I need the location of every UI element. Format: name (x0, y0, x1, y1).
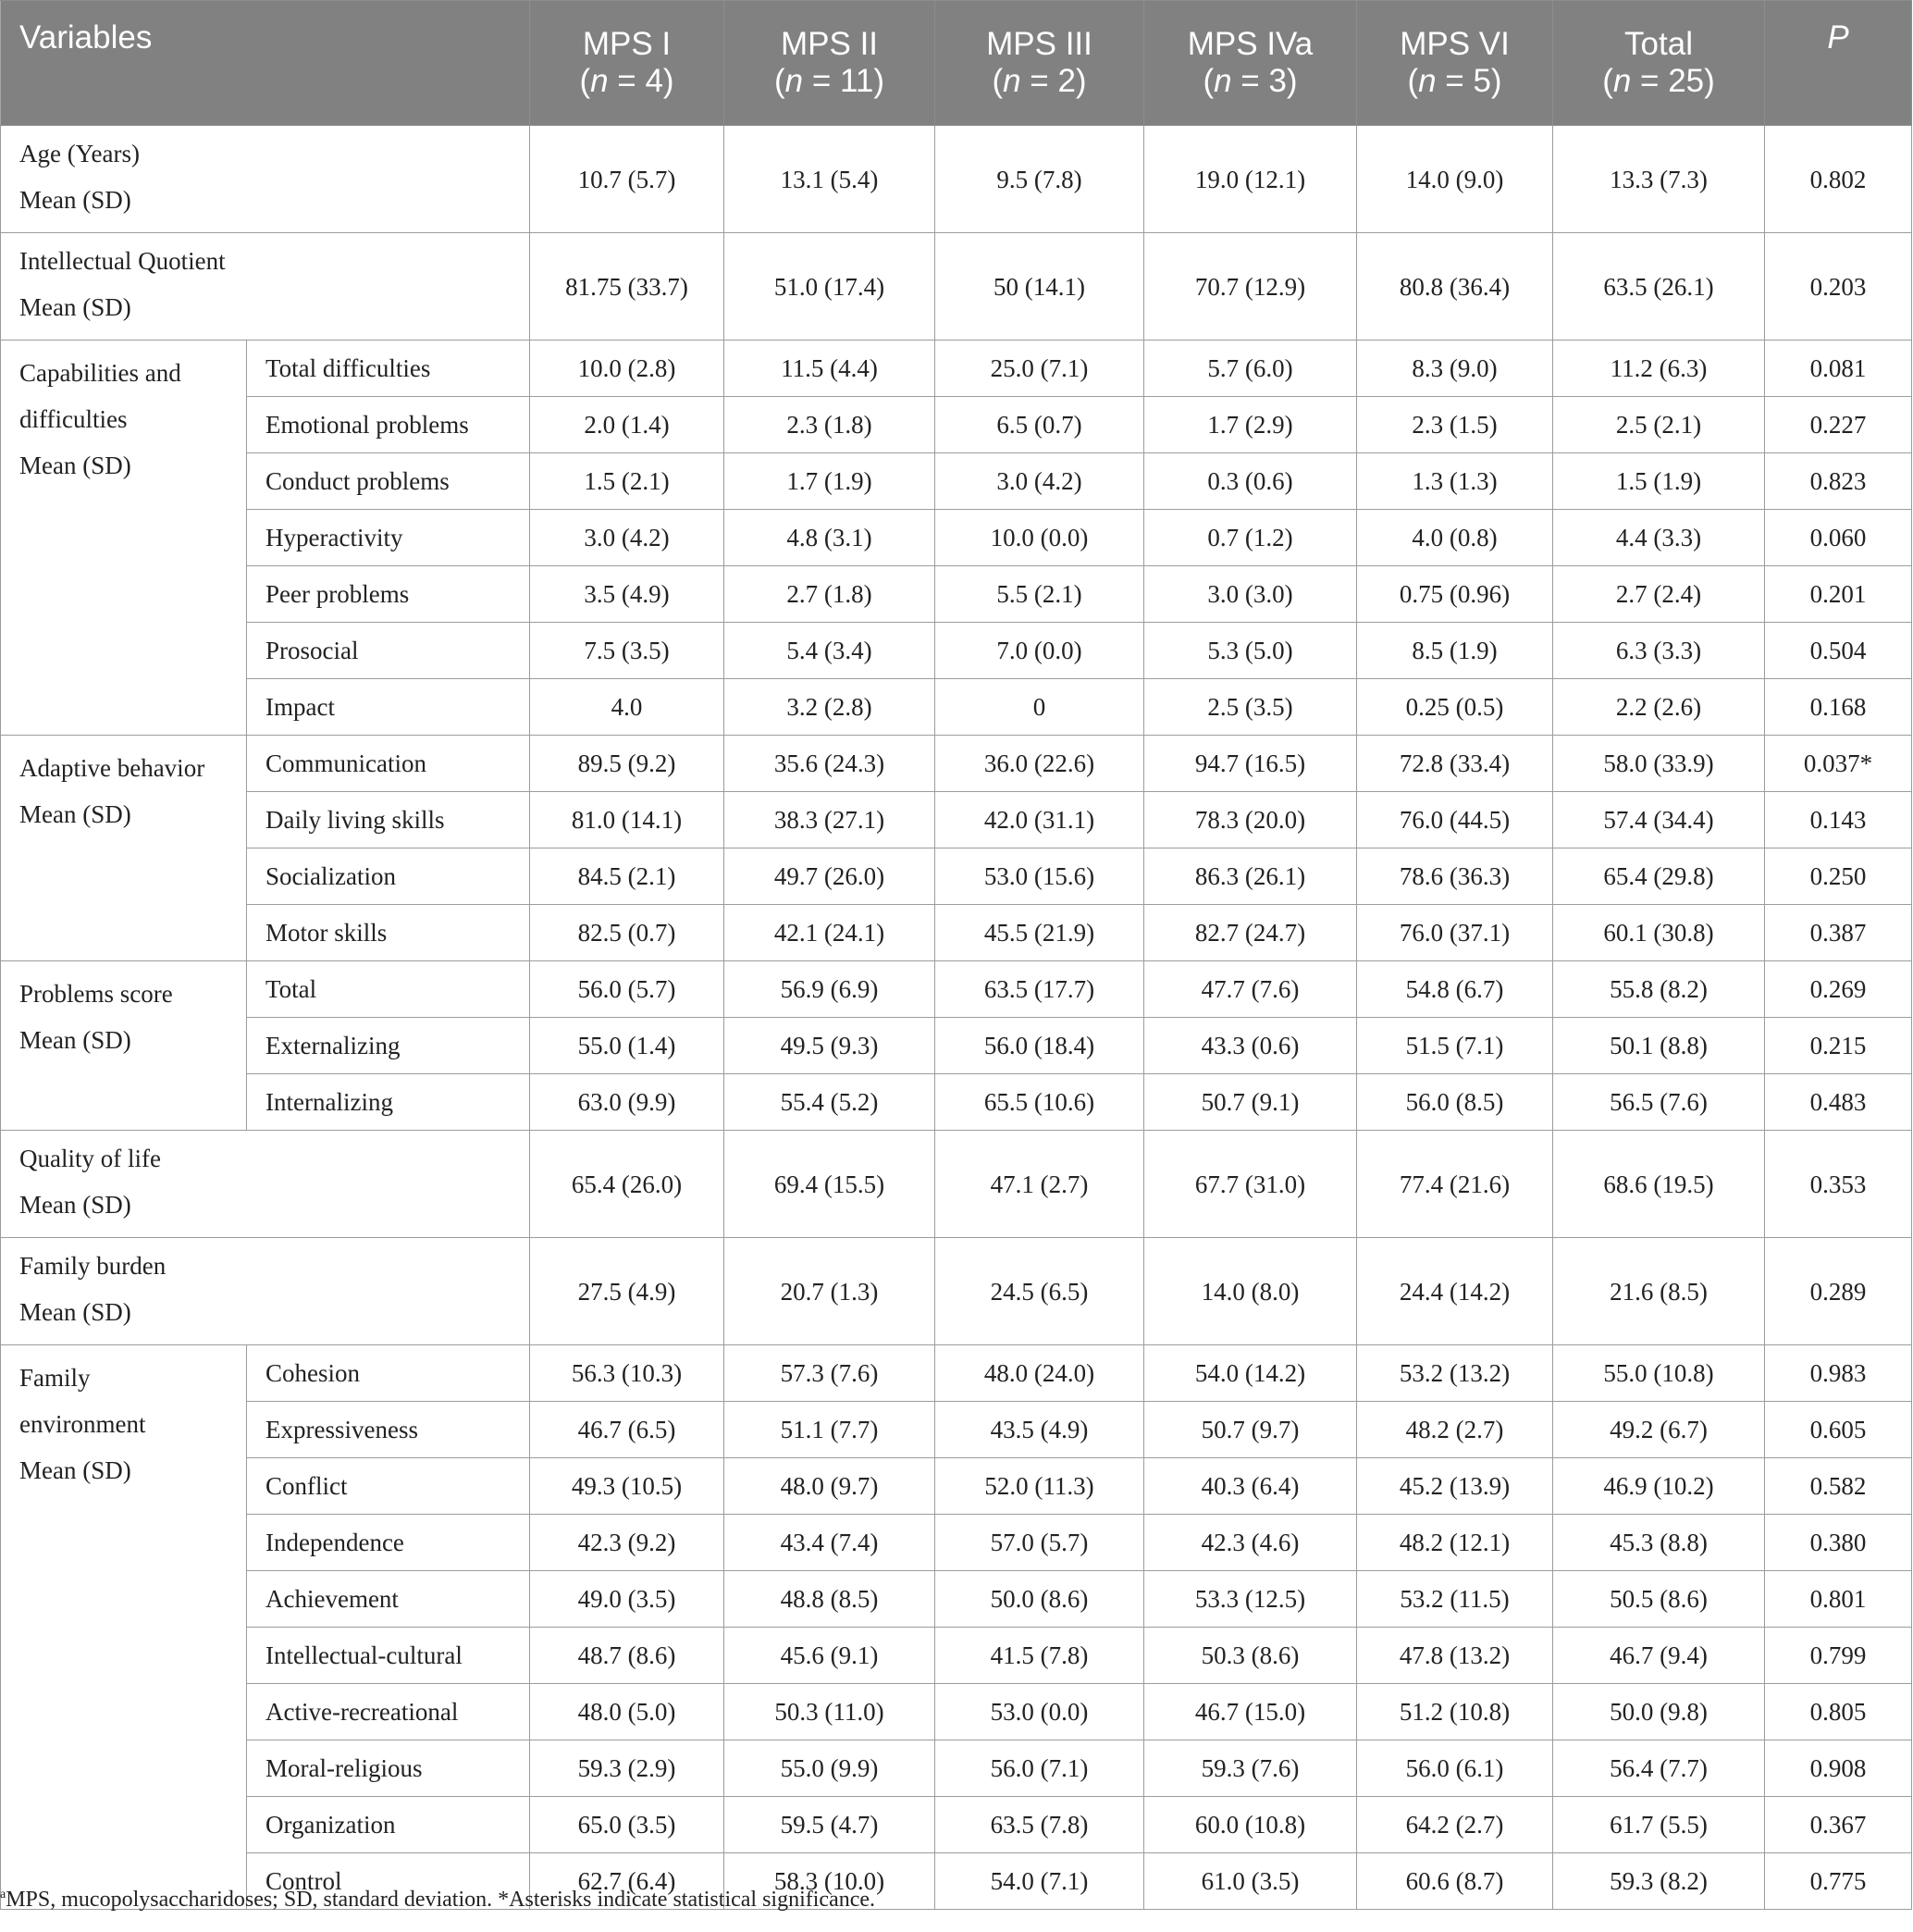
value-cell: 61.7 (5.5) (1553, 1797, 1765, 1853)
value-cell: 57.4 (34.4) (1553, 792, 1765, 848)
value-cell: 6.3 (3.3) (1553, 623, 1765, 679)
value-cell: 21.6 (8.5) (1553, 1238, 1765, 1345)
value-cell: 51.0 (17.4) (724, 233, 935, 341)
value-cell: 45.6 (9.1) (724, 1628, 935, 1684)
value-cell: 5.3 (5.0) (1144, 623, 1357, 679)
value-cell: 10.0 (0.0) (935, 510, 1144, 566)
table-row (1, 453, 1912, 510)
table-row (1, 1131, 1912, 1238)
value-cell: 47.8 (13.2) (1357, 1628, 1553, 1684)
value-cell: 46.7 (15.0) (1144, 1684, 1357, 1740)
value-cell: 63.5 (17.7) (935, 961, 1144, 1018)
table-row (1, 848, 1912, 905)
group-label-line: Mean (SD) (19, 1026, 131, 1054)
row-label: Communication (247, 736, 530, 792)
value-cell: 59.3 (2.9) (530, 1740, 724, 1797)
row-label: Expressiveness (247, 1402, 530, 1458)
value-cell: 56.9 (6.9) (724, 961, 935, 1018)
value-cell: 3.2 (2.8) (724, 679, 935, 736)
value-cell: 53.3 (12.5) (1144, 1571, 1357, 1628)
group-label-line: Age (Years) (19, 140, 140, 167)
value-cell: 64.2 (2.7) (1357, 1797, 1553, 1853)
value-cell: 0 (935, 679, 1144, 736)
p-value-cell: 0.168 (1765, 679, 1912, 736)
value-cell: 42.3 (9.2) (530, 1515, 724, 1571)
value-cell: 56.0 (7.1) (935, 1740, 1144, 1797)
value-cell: 59.3 (7.6) (1144, 1740, 1357, 1797)
value-cell: 13.1 (5.4) (724, 126, 935, 233)
row-label: Externalizing (247, 1018, 530, 1074)
group-label (1, 126, 530, 233)
value-cell: 57.0 (5.7) (935, 1515, 1144, 1571)
group-label-line: Mean (SD) (19, 1456, 131, 1484)
value-cell: 14.0 (9.0) (1357, 126, 1553, 233)
value-cell: 11.2 (6.3) (1553, 341, 1765, 397)
value-cell: 60.1 (30.8) (1553, 905, 1765, 961)
value-cell: 42.3 (4.6) (1144, 1515, 1357, 1571)
value-cell: 24.5 (6.5) (935, 1238, 1144, 1345)
value-cell: 56.4 (7.7) (1553, 1740, 1765, 1797)
value-cell: 63.5 (26.1) (1553, 233, 1765, 341)
row-label: Cohesion (247, 1345, 530, 1402)
value-cell: 62.7 (6.4) (530, 1853, 724, 1910)
value-cell: 38.3 (27.1) (724, 792, 935, 848)
value-cell: 81.75 (33.7) (530, 233, 724, 341)
table-row (1, 1628, 1912, 1684)
row-label: Achievement (247, 1571, 530, 1628)
table-row (1, 1458, 1912, 1515)
header-col-n: (n = 11) (774, 63, 885, 99)
value-cell: 2.7 (1.8) (724, 566, 935, 623)
value-cell: 50 (14.1) (935, 233, 1144, 341)
row-label: Internalizing (247, 1074, 530, 1131)
value-cell: 56.0 (6.1) (1357, 1740, 1553, 1797)
p-value-cell: 0.582 (1765, 1458, 1912, 1515)
p-value-cell: 0.269 (1765, 961, 1912, 1018)
row-label: Control (247, 1853, 530, 1910)
value-cell: 1.5 (1.9) (1553, 453, 1765, 510)
row-label: Moral-religious (247, 1740, 530, 1797)
value-cell: 2.7 (2.4) (1553, 566, 1765, 623)
row-label: Active-recreational (247, 1684, 530, 1740)
header-mps-i (530, 1, 724, 126)
value-cell: 14.0 (8.0) (1144, 1238, 1357, 1345)
value-cell: 4.0 (0.8) (1357, 510, 1553, 566)
row-label: Independence (247, 1515, 530, 1571)
value-cell: 70.7 (12.9) (1144, 233, 1357, 341)
group-label-line: Mean (SD) (19, 1191, 131, 1219)
p-value-cell: 0.143 (1765, 792, 1912, 848)
header-col-n: (n = 5) (1407, 63, 1502, 99)
header-col-name: MPS III (986, 26, 1092, 62)
value-cell: 4.0 (530, 679, 724, 736)
p-value-cell: 0.060 (1765, 510, 1912, 566)
p-value-cell: 0.805 (1765, 1684, 1912, 1740)
value-cell: 55.4 (5.2) (724, 1074, 935, 1131)
table-row (1, 233, 1912, 341)
value-cell: 48.8 (8.5) (724, 1571, 935, 1628)
table-row (1, 1345, 1912, 1402)
value-cell: 50.5 (8.6) (1553, 1571, 1765, 1628)
group-label-line: Mean (SD) (19, 186, 131, 214)
p-value-cell: 0.037* (1765, 736, 1912, 792)
table-row (1, 1074, 1912, 1131)
p-value-cell: 0.483 (1765, 1074, 1912, 1131)
value-cell: 49.3 (10.5) (530, 1458, 724, 1515)
value-cell: 49.2 (6.7) (1553, 1402, 1765, 1458)
header-col-name: MPS IVa (1187, 26, 1314, 62)
value-cell: 55.0 (9.9) (724, 1740, 935, 1797)
value-cell: 3.0 (4.2) (935, 453, 1144, 510)
value-cell: 48.0 (24.0) (935, 1345, 1144, 1402)
value-cell: 60.0 (10.8) (1144, 1797, 1357, 1853)
group-label (1, 1238, 530, 1345)
value-cell: 41.5 (7.8) (935, 1628, 1144, 1684)
group-label-line: Mean (SD) (19, 1298, 131, 1326)
p-value-cell: 0.367 (1765, 1797, 1912, 1853)
value-cell: 65.0 (3.5) (530, 1797, 724, 1853)
header-col-n: (n = 25) (1602, 63, 1715, 99)
value-cell: 61.0 (3.5) (1144, 1853, 1357, 1910)
p-value-cell: 0.380 (1765, 1515, 1912, 1571)
value-cell: 82.7 (24.7) (1144, 905, 1357, 961)
value-cell: 59.5 (4.7) (724, 1797, 935, 1853)
table-row (1, 679, 1912, 736)
group-label (1, 1345, 247, 1910)
value-cell: 53.2 (11.5) (1357, 1571, 1553, 1628)
p-value-cell: 0.908 (1765, 1740, 1912, 1797)
row-label: Peer problems (247, 566, 530, 623)
value-cell: 94.7 (16.5) (1144, 736, 1357, 792)
value-cell: 40.3 (6.4) (1144, 1458, 1357, 1515)
value-cell: 35.6 (24.3) (724, 736, 935, 792)
value-cell: 53.2 (13.2) (1357, 1345, 1553, 1402)
footnote-marker: a (0, 1888, 6, 1901)
table-row (1, 623, 1912, 679)
value-cell: 68.6 (19.5) (1553, 1131, 1765, 1238)
value-cell: 89.5 (9.2) (530, 736, 724, 792)
header-col-n: (n = 4) (579, 63, 674, 99)
value-cell: 52.0 (11.3) (935, 1458, 1144, 1515)
table-row (1, 1515, 1912, 1571)
value-cell: 3.0 (4.2) (530, 510, 724, 566)
value-cell: 0.25 (0.5) (1357, 679, 1553, 736)
value-cell: 49.0 (3.5) (530, 1571, 724, 1628)
value-cell: 3.0 (3.0) (1144, 566, 1357, 623)
value-cell: 46.9 (10.2) (1553, 1458, 1765, 1515)
table-row (1, 905, 1912, 961)
value-cell: 55.0 (1.4) (530, 1018, 724, 1074)
group-label (1, 736, 247, 961)
p-value-cell: 0.802 (1765, 126, 1912, 233)
value-cell: 57.3 (7.6) (724, 1345, 935, 1402)
value-cell: 2.2 (2.6) (1553, 679, 1765, 736)
value-cell: 78.6 (36.3) (1357, 848, 1553, 905)
value-cell: 54.0 (14.2) (1144, 1345, 1357, 1402)
value-cell: 80.8 (36.4) (1357, 233, 1553, 341)
table-row (1, 1571, 1912, 1628)
value-cell: 49.7 (26.0) (724, 848, 935, 905)
value-cell: 56.3 (10.3) (530, 1345, 724, 1402)
header-col-name: MPS VI (1400, 26, 1510, 62)
header-variables: Variables (1, 1, 530, 126)
p-value-cell: 0.289 (1765, 1238, 1912, 1345)
value-cell: 50.0 (9.8) (1553, 1684, 1765, 1740)
table-row (1, 1684, 1912, 1740)
table-row (1, 792, 1912, 848)
row-label: Impact (247, 679, 530, 736)
footnote-text: MPS, mucopolysaccharidoses; SD, standard deviation. *Asterisks indicate statistical significance. (6, 1888, 876, 1912)
value-cell: 56.0 (18.4) (935, 1018, 1144, 1074)
table-row (1, 1402, 1912, 1458)
value-cell: 86.3 (26.1) (1144, 848, 1357, 905)
row-label: Daily living skills (247, 792, 530, 848)
value-cell: 0.7 (1.2) (1144, 510, 1357, 566)
value-cell: 78.3 (20.0) (1144, 792, 1357, 848)
group-label (1, 1131, 530, 1238)
value-cell: 45.5 (21.9) (935, 905, 1144, 961)
value-cell: 8.5 (1.9) (1357, 623, 1553, 679)
value-cell: 11.5 (4.4) (724, 341, 935, 397)
table-row (1, 1238, 1912, 1345)
value-cell: 27.5 (4.9) (530, 1238, 724, 1345)
group-label-line: Problems score (19, 980, 173, 1008)
value-cell: 10.0 (2.8) (530, 341, 724, 397)
value-cell: 8.3 (9.0) (1357, 341, 1553, 397)
group-label-line: environment (19, 1410, 146, 1438)
p-value-cell: 0.983 (1765, 1345, 1912, 1402)
value-cell: 42.0 (31.1) (935, 792, 1144, 848)
value-cell: 76.0 (37.1) (1357, 905, 1553, 961)
value-cell: 2.5 (3.5) (1144, 679, 1357, 736)
value-cell: 36.0 (22.6) (935, 736, 1144, 792)
table-footnote (0, 1888, 875, 1913)
value-cell: 43.4 (7.4) (724, 1515, 935, 1571)
value-cell: 20.7 (1.3) (724, 1238, 935, 1345)
group-label-line: difficulties (19, 405, 128, 433)
value-cell: 51.5 (7.1) (1357, 1018, 1553, 1074)
p-value-cell: 0.387 (1765, 905, 1912, 961)
value-cell: 47.1 (2.7) (935, 1131, 1144, 1238)
p-value-cell: 0.215 (1765, 1018, 1912, 1074)
row-label: Intellectual-cultural (247, 1628, 530, 1684)
value-cell: 3.5 (4.9) (530, 566, 724, 623)
p-value-cell: 0.605 (1765, 1402, 1912, 1458)
value-cell: 47.7 (7.6) (1144, 961, 1357, 1018)
value-cell: 2.3 (1.8) (724, 397, 935, 453)
header-mps-iva (1144, 1, 1357, 126)
value-cell: 81.0 (14.1) (530, 792, 724, 848)
value-cell: 1.3 (1.3) (1357, 453, 1553, 510)
p-value-cell: 0.799 (1765, 1628, 1912, 1684)
value-cell: 69.4 (15.5) (724, 1131, 935, 1238)
p-value-cell: 0.250 (1765, 848, 1912, 905)
value-cell: 49.5 (9.3) (724, 1018, 935, 1074)
table-row (1, 1018, 1912, 1074)
value-cell: 5.4 (3.4) (724, 623, 935, 679)
value-cell: 48.7 (8.6) (530, 1628, 724, 1684)
header-p-value: P (1765, 1, 1912, 126)
value-cell: 48.0 (9.7) (724, 1458, 935, 1515)
row-label: Conflict (247, 1458, 530, 1515)
group-label-line: Mean (SD) (19, 452, 131, 479)
value-cell: 4.4 (3.3) (1553, 510, 1765, 566)
value-cell: 56.5 (7.6) (1553, 1074, 1765, 1131)
value-cell: 25.0 (7.1) (935, 341, 1144, 397)
p-value-cell: 0.353 (1765, 1131, 1912, 1238)
group-label-line: Family burden (19, 1252, 167, 1280)
group-label (1, 233, 530, 341)
value-cell: 54.0 (7.1) (935, 1853, 1144, 1910)
header-col-n: (n = 2) (992, 63, 1087, 99)
group-label-line: Mean (SD) (19, 293, 131, 321)
table-row (1, 1740, 1912, 1797)
table-body (1, 126, 1912, 1910)
row-label: Prosocial (247, 623, 530, 679)
value-cell: 76.0 (44.5) (1357, 792, 1553, 848)
header-total (1553, 1, 1765, 126)
value-cell: 48.2 (12.1) (1357, 1515, 1553, 1571)
value-cell: 67.7 (31.0) (1144, 1131, 1357, 1238)
value-cell: 1.7 (1.9) (724, 453, 935, 510)
p-value-cell: 0.201 (1765, 566, 1912, 623)
value-cell: 45.3 (8.8) (1553, 1515, 1765, 1571)
value-cell: 5.5 (2.1) (935, 566, 1144, 623)
value-cell: 72.8 (33.4) (1357, 736, 1553, 792)
value-cell: 82.5 (0.7) (530, 905, 724, 961)
p-value-cell: 0.801 (1765, 1571, 1912, 1628)
header-col-name: MPS I (582, 26, 672, 62)
value-cell: 65.4 (26.0) (530, 1131, 724, 1238)
group-label-line: Capabilities and (19, 359, 181, 387)
value-cell: 65.4 (29.8) (1553, 848, 1765, 905)
value-cell: 56.0 (5.7) (530, 961, 724, 1018)
value-cell: 50.1 (8.8) (1553, 1018, 1765, 1074)
value-cell: 43.3 (0.6) (1144, 1018, 1357, 1074)
value-cell: 48.2 (2.7) (1357, 1402, 1553, 1458)
table-row (1, 510, 1912, 566)
value-cell: 0.75 (0.96) (1357, 566, 1553, 623)
value-cell: 65.5 (10.6) (935, 1074, 1144, 1131)
group-label (1, 341, 247, 736)
header-col-name: Total (1624, 26, 1693, 62)
value-cell: 55.0 (10.8) (1553, 1345, 1765, 1402)
value-cell: 77.4 (21.6) (1357, 1131, 1553, 1238)
row-label: Emotional problems (247, 397, 530, 453)
table-row (1, 566, 1912, 623)
value-cell: 58.3 (10.0) (724, 1853, 935, 1910)
group-label-line: Mean (SD) (19, 800, 131, 828)
value-cell: 56.0 (8.5) (1357, 1074, 1553, 1131)
group-label (1, 961, 247, 1131)
group-label-line: Adaptive behavior (19, 754, 205, 782)
value-cell: 60.6 (8.7) (1357, 1853, 1553, 1910)
value-cell: 7.0 (0.0) (935, 623, 1144, 679)
row-label: Hyperactivity (247, 510, 530, 566)
header-row (1, 1, 1912, 126)
table-row (1, 961, 1912, 1018)
value-cell: 24.4 (14.2) (1357, 1238, 1553, 1345)
value-cell: 5.7 (6.0) (1144, 341, 1357, 397)
table-row (1, 1797, 1912, 1853)
group-label-line: Quality of life (19, 1145, 161, 1172)
value-cell: 53.0 (15.6) (935, 848, 1144, 905)
table-row (1, 397, 1912, 453)
value-cell: 54.8 (6.7) (1357, 961, 1553, 1018)
value-cell: 2.3 (1.5) (1357, 397, 1553, 453)
header-mps-iii (935, 1, 1144, 126)
value-cell: 0.3 (0.6) (1144, 453, 1357, 510)
value-cell: 58.0 (33.9) (1553, 736, 1765, 792)
header-col-name: MPS II (781, 26, 879, 62)
value-cell: 1.7 (2.9) (1144, 397, 1357, 453)
header-mps-ii (724, 1, 935, 126)
p-value-cell: 0.775 (1765, 1853, 1912, 1910)
value-cell: 1.5 (2.1) (530, 453, 724, 510)
row-label: Socialization (247, 848, 530, 905)
value-cell: 46.7 (6.5) (530, 1402, 724, 1458)
table-row (1, 736, 1912, 792)
value-cell: 10.7 (5.7) (530, 126, 724, 233)
p-value-cell: 0.081 (1765, 341, 1912, 397)
value-cell: 63.5 (7.8) (935, 1797, 1144, 1853)
row-label: Total (247, 961, 530, 1018)
p-value-cell: 0.823 (1765, 453, 1912, 510)
value-cell: 45.2 (13.9) (1357, 1458, 1553, 1515)
value-cell: 50.3 (8.6) (1144, 1628, 1357, 1684)
value-cell: 6.5 (0.7) (935, 397, 1144, 453)
value-cell: 84.5 (2.1) (530, 848, 724, 905)
value-cell: 50.7 (9.7) (1144, 1402, 1357, 1458)
value-cell: 13.3 (7.3) (1553, 126, 1765, 233)
value-cell: 51.2 (10.8) (1357, 1684, 1553, 1740)
value-cell: 42.1 (24.1) (724, 905, 935, 961)
p-value-cell: 0.227 (1765, 397, 1912, 453)
table-row (1, 341, 1912, 397)
value-cell: 48.0 (5.0) (530, 1684, 724, 1740)
value-cell: 2.0 (1.4) (530, 397, 724, 453)
value-cell: 51.1 (7.7) (724, 1402, 935, 1458)
value-cell: 63.0 (9.9) (530, 1074, 724, 1131)
value-cell: 59.3 (8.2) (1553, 1853, 1765, 1910)
value-cell: 50.3 (11.0) (724, 1684, 935, 1740)
value-cell: 9.5 (7.8) (935, 126, 1144, 233)
row-label: Conduct problems (247, 453, 530, 510)
p-value-cell: 0.203 (1765, 233, 1912, 341)
header-col-n: (n = 3) (1203, 63, 1298, 99)
value-cell: 2.5 (2.1) (1553, 397, 1765, 453)
value-cell: 46.7 (9.4) (1553, 1628, 1765, 1684)
table-row (1, 126, 1912, 233)
row-label: Motor skills (247, 905, 530, 961)
value-cell: 19.0 (12.1) (1144, 126, 1357, 233)
header-mps-vi (1357, 1, 1553, 126)
group-label-line: Intellectual Quotient (19, 247, 226, 275)
group-label-line: Family (19, 1364, 91, 1392)
value-cell: 50.0 (8.6) (935, 1571, 1144, 1628)
row-label: Organization (247, 1797, 530, 1853)
value-cell: 7.5 (3.5) (530, 623, 724, 679)
value-cell: 55.8 (8.2) (1553, 961, 1765, 1018)
row-label: Total difficulties (247, 341, 530, 397)
value-cell: 4.8 (3.1) (724, 510, 935, 566)
p-value-cell: 0.504 (1765, 623, 1912, 679)
value-cell: 53.0 (0.0) (935, 1684, 1144, 1740)
value-cell: 43.5 (4.9) (935, 1402, 1144, 1458)
value-cell: 50.7 (9.1) (1144, 1074, 1357, 1131)
